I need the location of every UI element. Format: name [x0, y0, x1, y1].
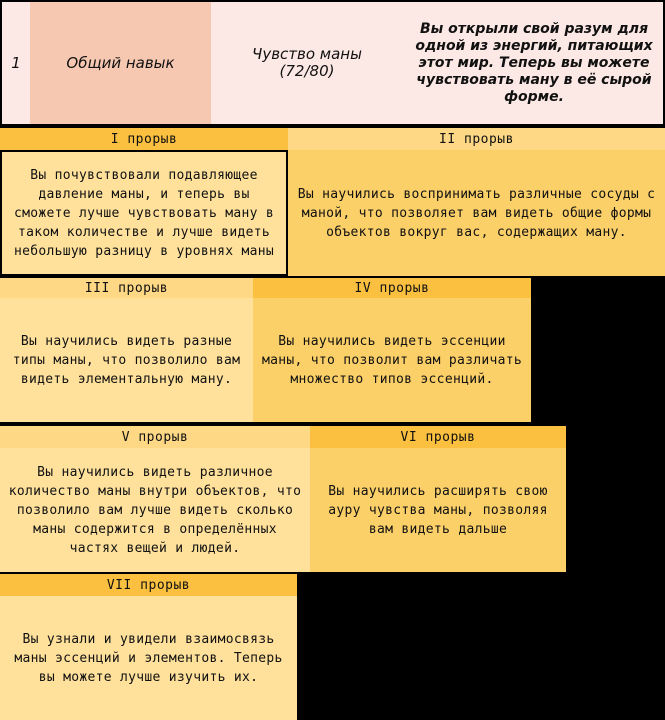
skill-description: Вы открыли свой разум для одной из энергий, питающих этот мир. Теперь вы можете чувствовать ману в её сырой форме.	[415, 20, 653, 105]
skill-number: 1	[11, 53, 21, 72]
tier-3-text: Вы научились видеть разные типы маны, что позволило вам видеть элементальную ману.	[0, 298, 253, 422]
skill-header-row	[0, 0, 665, 126]
skill-name: Чувство маны	[252, 45, 362, 63]
tier-2-text: Вы научились воспринимать различные сосуды с маной, что позволяет вам видеть общие формы объектов вокруг вас, содержащих ману.	[288, 150, 665, 276]
tier-7-title: VII прорыв	[0, 574, 297, 596]
skill-name-cell	[211, 2, 403, 124]
tier-6-title: VI прорыв	[310, 426, 566, 448]
tier-4-title: IV прорыв	[253, 278, 531, 298]
skill-category: Общий навык	[30, 2, 211, 124]
tier-1-title: I прорыв	[0, 128, 288, 150]
tier-1-text: Вы почувствовали подавляющее давление маны, и теперь вы сможете лучше чувствовать ману в таком количестве и лучше видеть небольшую разницу в уровнях маны	[0, 150, 288, 276]
tier-5-title: V прорыв	[0, 426, 310, 448]
tier-3-title: III прорыв	[0, 278, 253, 298]
tier-5-text: Вы научились видеть различное количество маны внутри объектов, что позволило вам лучше видеть сколько маны содержится в определённых частях вещей и людей.	[0, 448, 310, 572]
tier-2-title: II прорыв	[288, 128, 665, 150]
skill-progress: (72/80)	[279, 62, 335, 80]
tier-6-text: Вы научились расширять свою ауру чувства маны, позволяя вам видеть дальше	[310, 448, 566, 572]
tier-7-text: Вы узнали и увидели взаимосвязь маны эссенций и элементов. Теперь вы можете лучше изучить их.	[0, 596, 297, 720]
tier-4-text: Вы научились видеть эссенции маны, что позволит вам различать множество типов эссенций.	[253, 298, 531, 422]
